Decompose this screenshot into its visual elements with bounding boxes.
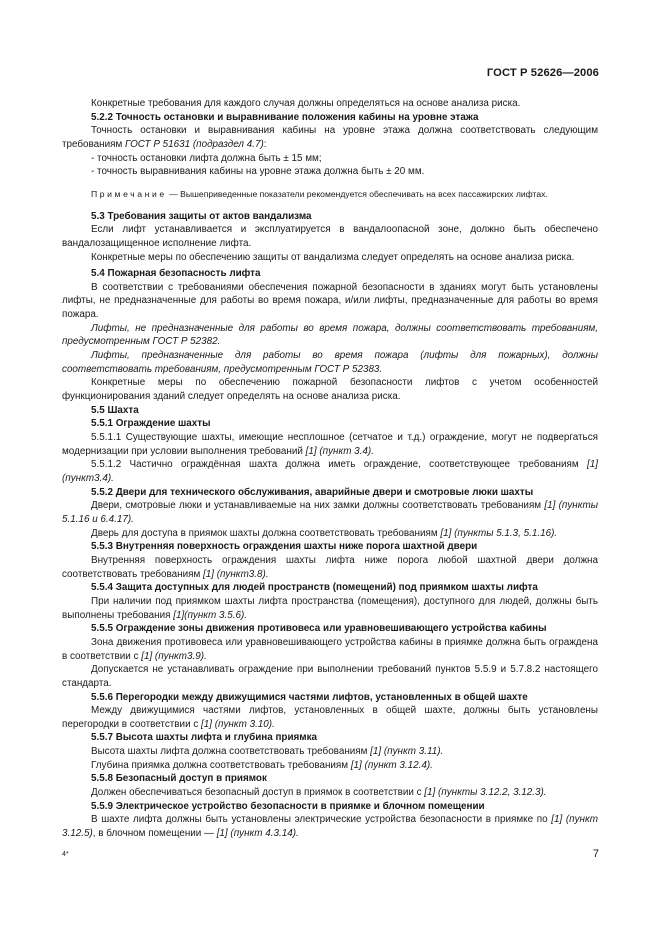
heading-5-5-3: 5.5.3 Внутренняя поверхность ограждения шахты ниже порога шахтной двери: [91, 541, 478, 553]
heading-5-4: 5.4 Пожарная безопасность лифта: [91, 268, 261, 280]
heading-5-5-4: 5.5.4 Защита доступных для людей пространств (помещений) под приямком шахты лифта: [91, 582, 538, 594]
paragraph: Глубина приямка должна соответствовать требованиям [1] (пункт 3.12.4).: [91, 759, 433, 771]
paragraph: Двери, смотровые люки и устанавливаемые на них замки должны соответствовать требованиям [1] (пункты 5.1.16 и 6.4.17).: [62, 500, 598, 525]
list-item: - точность остановки лифта должна быть ± 15 мм;: [91, 152, 322, 164]
page-number: 7: [592, 848, 599, 860]
paragraph: При наличии под приямком шахты лифта пространства (помещения), доступного для людей, должны быть выполнены требования [1](пункт 3.5.6).: [62, 595, 598, 621]
heading-5-2-2: 5.2.2 Точность остановки и выравнивание положения кабины на уровне этажа: [91, 111, 479, 123]
paragraph: Внутренняя поверхность ограждения шахты лифта ниже порога любой шахтной двери должна соответствовать требованиям [1] (пункт3.8).: [62, 554, 598, 580]
heading-5-5: 5.5 Шахта: [91, 404, 139, 416]
paragraph: Лифты, не предназначенные для работы во время пожара, должны соответствовать требованиям, предусмотренным ГОСТ Р 52382.: [62, 322, 598, 348]
paragraph: Между движущимися частями лифтов, установленных в общей шахте, должны быть установлены перегородки в соответствии с [1] (пункт 3.10).: [62, 705, 598, 730]
heading-5-5-5: 5.5.5 Ограждение зоны движения противовеса или уравновешивающего устройства кабины: [91, 623, 547, 635]
paragraph: В соответствии с требованиями обеспечения пожарной безопасности в зданиях могут быть установлены лифты, не предназначенные для работы во время пожара, и/или лифты, предназначенные для работы во время пожара.: [62, 281, 598, 321]
paragraph: Зона движения противовеса или уравновешивающего устройства кабины в приямке должна быть ограждена в соответствии с [1] (пункт3.9).: [62, 636, 598, 662]
heading-5-5-7: 5.5.7 Высота шахты лифта и глубина приямка: [91, 732, 318, 744]
paragraph: Высота шахты лифта должна соответствовать требованиям [1] (пункт 3.11).: [91, 746, 444, 758]
note-label: Примечание: [91, 188, 167, 199]
paragraph: В шахте лифта должны быть установлены электрические устройства безопасности в приямке по [1] (пункт 3.12.5), в блочном помещении — [1] (пункт 4.3.14).: [62, 814, 598, 840]
paragraph: Если лифт устанавливается и эксплуатируется в вандалоопасной зоне, должно быть обеспечено вандалозащищенное исполнение лифта.: [62, 224, 598, 249]
heading-5-5-1: 5.5.1 Ограждение шахты: [91, 418, 211, 430]
heading-5-5-9: 5.5.9 Электрическое устройство безопасности в приямке и блочном помещении: [91, 800, 485, 812]
footer-mark: 4*: [62, 851, 69, 858]
heading-5-5-8: 5.5.8 Безопасный доступ в приямок: [91, 773, 267, 785]
paragraph: 5.5.1.1 Существующие шахты, имеющие несплошное (сетчатое и т.д.) ограждение, могут не подвергаться модернизации при условии выполнения требований [1] (пункт 3.4).: [62, 432, 598, 457]
note: Примечание — Вышеприведенные показатели рекомендуется обеспечивать на всех пассажирских лифтах.: [91, 188, 548, 199]
paragraph: Должен обеспечиваться безопасный доступ в приямок в соответствии с [1] (пункты 3.12.2, 3.12.3).: [91, 787, 547, 799]
paragraph: Дверь для доступа в приямок шахты должна соответствовать требованиям [1] (пункты 5.1.3, 5.1.16).: [91, 527, 558, 539]
paragraph: Точность остановки и выравнивания кабины на уровне этажа должна соответствовать следующим требованиям ГОСТ Р 51631 (подраздел 4.7):: [62, 125, 598, 150]
paragraph: Конкретные меры по обеспечению пожарной безопасности лифтов с учетом особенностей функционирования зданий следует определять на основе анализа риска.: [62, 377, 598, 403]
heading-5-3: 5.3 Требования защиты от актов вандализма: [91, 210, 312, 222]
heading-5-5-6: 5.5.6 Перегородки между движущимися частями лифтов, установленных в общей шахте: [91, 691, 528, 703]
paragraph: Лифты, предназначенные для работы во время пожара (лифты для пожарных), должны соответствовать требованиям, предусмотренным ГОСТ Р 52383.: [62, 350, 598, 375]
document-body: [62, 97, 598, 841]
heading-5-5-2: 5.5.2 Двери для технического обслуживания, аварийные двери и смотровые люки шахты: [91, 486, 534, 498]
paragraph: Конкретные требования для каждого случая должны определяться на основе анализа риска.: [91, 98, 521, 109]
list-item: - точность выравнивания кабины на уровне этажа должна быть ± 20 мм.: [91, 166, 425, 178]
paragraph: Конкретные меры по обеспечению защиты от вандализма следует определять на основе анализа риска.: [91, 251, 575, 263]
paragraph: Допускается не устанавливать ограждение при выполнении требований пунктов 5.5.9 и 5.7.8.2 настоящего стандарта.: [62, 664, 598, 689]
paragraph: 5.5.1.2 Частично ограждённая шахта должна иметь ограждение, соответствующее требованиям [1] (пункт3.4).: [62, 459, 598, 484]
document-id-header: ГОСТ Р 52626—2006: [486, 67, 599, 79]
